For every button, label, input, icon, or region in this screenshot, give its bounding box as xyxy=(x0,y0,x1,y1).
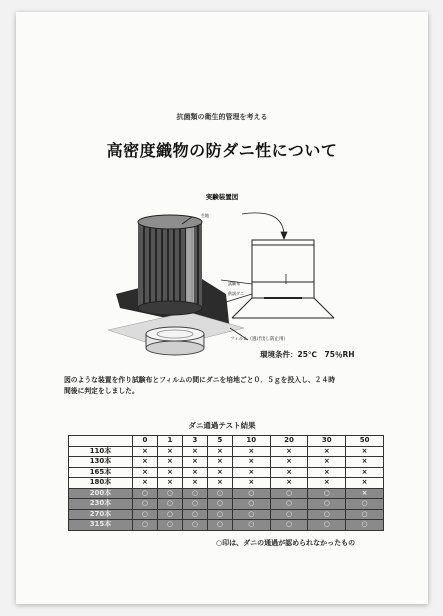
result-cell: × xyxy=(133,478,158,489)
column-header: 30 xyxy=(308,436,346,447)
result-cell: × xyxy=(346,446,384,457)
row-header: 200本 xyxy=(69,488,133,499)
column-header: 5 xyxy=(207,436,232,447)
result-cell: × xyxy=(207,467,232,478)
column-header: 50 xyxy=(346,436,384,447)
table-corner-cell xyxy=(69,436,133,447)
result-cell: ○ xyxy=(157,488,182,499)
row-header: 110本 xyxy=(69,446,133,457)
result-cell: ○ xyxy=(308,509,346,520)
result-cell: ○ xyxy=(133,488,158,499)
result-cell: ○ xyxy=(182,499,207,510)
result-cell: × xyxy=(182,457,207,468)
result-cell: × xyxy=(308,457,346,468)
result-cell: ○ xyxy=(207,488,232,499)
body-paragraph xyxy=(64,375,402,397)
result-cell: ○ xyxy=(207,520,232,531)
result-cell: ○ xyxy=(270,488,308,499)
body-line: 図のような装置を作り試験布とフィルムの間にダニを培地ごと０．５ｇを投入し、２４時 xyxy=(64,376,336,384)
environment-conditions: 環境条件：25℃ 75％RH xyxy=(260,350,355,359)
document-title: 高密度織物の防ダニ性について xyxy=(106,141,338,160)
result-cell: ○ xyxy=(133,499,158,510)
table-row xyxy=(69,467,384,478)
table-row xyxy=(69,520,384,531)
result-cell: ○ xyxy=(346,520,384,531)
cylinder-container xyxy=(138,215,202,315)
result-cell: × xyxy=(346,488,384,499)
result-cell: × xyxy=(157,467,182,478)
result-cell: × xyxy=(270,467,308,478)
result-cell: ○ xyxy=(232,509,270,520)
table-row xyxy=(69,457,384,468)
result-cell: × xyxy=(270,457,308,468)
result-cell: × xyxy=(346,478,384,489)
table-row xyxy=(69,499,384,510)
table-row xyxy=(69,478,384,489)
document-page xyxy=(16,12,428,604)
column-header: 1 xyxy=(157,436,182,447)
result-cell: ○ xyxy=(270,520,308,531)
result-cell: ○ xyxy=(207,509,232,520)
result-cell: ○ xyxy=(308,488,346,499)
petri-dish xyxy=(146,327,204,355)
column-header: 10 xyxy=(232,436,270,447)
result-cell: ○ xyxy=(182,520,207,531)
result-cell: × xyxy=(232,467,270,478)
result-cell: × xyxy=(232,457,270,468)
column-header: 20 xyxy=(270,436,308,447)
table-row xyxy=(69,446,384,457)
result-cell: ○ xyxy=(232,499,270,510)
result-cell: ○ xyxy=(157,509,182,520)
result-cell: ○ xyxy=(270,509,308,520)
apparatus-schematic xyxy=(232,240,334,318)
row-header: 230本 xyxy=(69,499,133,510)
result-cell: × xyxy=(308,467,346,478)
result-cell: ○ xyxy=(308,520,346,531)
result-cell: ○ xyxy=(346,499,384,510)
result-cell: ○ xyxy=(133,509,158,520)
table-row xyxy=(69,488,384,499)
result-cell: × xyxy=(182,467,207,478)
result-cell: × xyxy=(207,446,232,457)
result-cell: × xyxy=(207,457,232,468)
body-line: 間後に判定をしました。 xyxy=(64,387,139,395)
result-cell: × xyxy=(157,457,182,468)
result-cell: × xyxy=(207,478,232,489)
result-cell: × xyxy=(232,446,270,457)
row-header: 165本 xyxy=(69,467,133,478)
result-cell: ○ xyxy=(182,509,207,520)
result-cell: × xyxy=(182,478,207,489)
result-cell: ○ xyxy=(270,499,308,510)
row-header: 130本 xyxy=(69,457,133,468)
column-header: 0 xyxy=(133,436,158,447)
result-cell: × xyxy=(182,446,207,457)
result-cell: ○ xyxy=(182,488,207,499)
column-header: 3 xyxy=(182,436,207,447)
table-row xyxy=(69,509,384,520)
result-cell: ○ xyxy=(232,488,270,499)
mite-test-table xyxy=(68,435,384,531)
document-subtitle: 抗菌類の衛生的管理を考える xyxy=(176,112,268,121)
row-header: 270本 xyxy=(69,509,133,520)
result-cell: × xyxy=(157,446,182,457)
table-title: ダニ通過テスト結果 xyxy=(188,421,256,430)
result-cell: × xyxy=(308,446,346,457)
row-header: 180本 xyxy=(69,478,133,489)
label-cloth-top: 生地 xyxy=(201,213,209,218)
result-cell: × xyxy=(346,467,384,478)
result-cell: ○ xyxy=(157,499,182,510)
result-cell: × xyxy=(346,457,384,468)
label-film: フィルム（逃げ出し防止用） xyxy=(230,337,288,342)
result-cell: ○ xyxy=(308,499,346,510)
result-cell: × xyxy=(270,478,308,489)
label-test-mites: 供試ダニ xyxy=(228,291,244,296)
result-cell: × xyxy=(232,478,270,489)
result-cell: × xyxy=(133,467,158,478)
table-header-row xyxy=(69,436,384,447)
result-cell: × xyxy=(133,446,158,457)
result-cell: × xyxy=(270,446,308,457)
result-cell: × xyxy=(308,478,346,489)
result-cell: ○ xyxy=(207,499,232,510)
result-cell: ○ xyxy=(232,520,270,531)
result-cell: × xyxy=(133,457,158,468)
figure-caption: 実験装置図 xyxy=(205,193,239,201)
result-cell: ○ xyxy=(346,509,384,520)
table-footnote: ○印は、ダニの通過が認められなかったもの xyxy=(216,539,356,547)
row-header: 315本 xyxy=(69,520,133,531)
result-cell: ○ xyxy=(157,520,182,531)
label-test-fabric: 試験布 xyxy=(228,281,240,286)
result-cell: × xyxy=(157,478,182,489)
result-cell: ○ xyxy=(133,520,158,531)
